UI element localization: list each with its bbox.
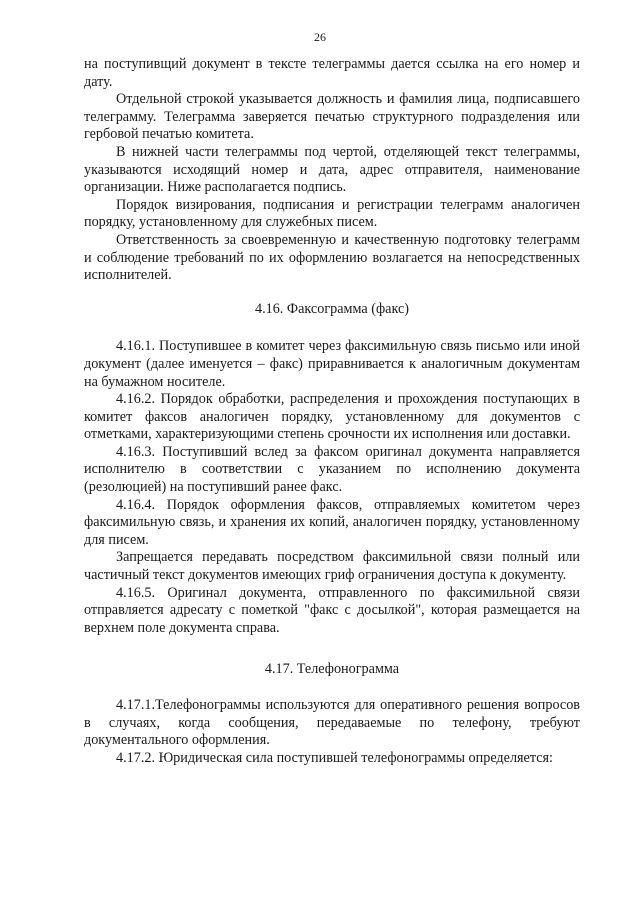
paragraph: Отдельной строкой указывается должность и фамилия лица, подписавшего телеграмму. Телеграмма заверяется печатью структурного подразделения или гербовой печатью комитета. [84,91,580,143]
paragraph-4-16-4: 4.16.4. Порядок оформления факсов, отправляемых комитетом через факсимильную связь, и хранения их копий, аналогичен порядку, установленному для писем. [84,496,580,548]
section-heading-4-17: 4.17. Телефонограмма [264,661,400,678]
paragraph-4-16-1: 4.16.1. Поступившее в комитет через факсимильную связь письмо или иной документ (далее именуется – факс) приравнивается к аналогичным документам на бумажном носителе. [84,338,580,390]
section-heading-4-16: 4.16. Факсограмма (факс) [254,300,410,317]
paragraph: Ответственность за своевременную и качественную подготовку телеграмм и соблюдение требований по их оформлению возлагается на непосредственных исполнителей. [84,231,580,284]
page-number: 26 [314,30,326,44]
paragraph-4-16-5: 4.16.5. Оригинал документа, отправленного по факсимильной связи отправляется адресату с пометкой "факс с досылкой", которая размещается на верхнем поле документа справа. [84,584,580,636]
paragraph-4-16-3: 4.16.3. Поступивший вслед за факсом оригинал документа направляется исполнителю в соответствии с указанием по исполнению документа (резолюцией) на поступивший ранее факс. [84,443,580,496]
paragraph-4-16-2: 4.16.2. Порядок обработки, распределения и прохождения поступающих в комитет факсов аналогичен порядку, установленному для документов с отметками, характеризующими степень срочности их исполнения или доставки. [84,391,580,443]
document-body [84,56,580,767]
paragraph-continuation: на поступивщий документ в тексте телеграммы дается ссылка на его номер и дату. [84,56,580,90]
paragraph: В нижней части телеграммы под чертой, отделяющей текст телеграммы, указываются исходящий номер и дата, адрес отправителя, наименование организации. Ниже располагается подпись. [84,143,580,196]
paragraph: Порядок визирования, подписания и регистрации телеграмм аналогичен порядку, установленному для служебных писем. [84,196,580,231]
paragraph-prohibition: Запрещается передавать посредством факсимильной связи полный или частичный текст документов имеющих гриф ограничения доступа к документу. [84,549,580,584]
paragraph-4-17-2: 4.17.2. Юридическая сила поступившей телефонограммы определяется: [116,749,553,766]
paragraph-4-17-1: 4.17.1.Телефонограммы используются для оперативного решения вопросов в случаях, когда сообщения, передаваемые по телефону, требуют документального оформления. [84,697,580,749]
